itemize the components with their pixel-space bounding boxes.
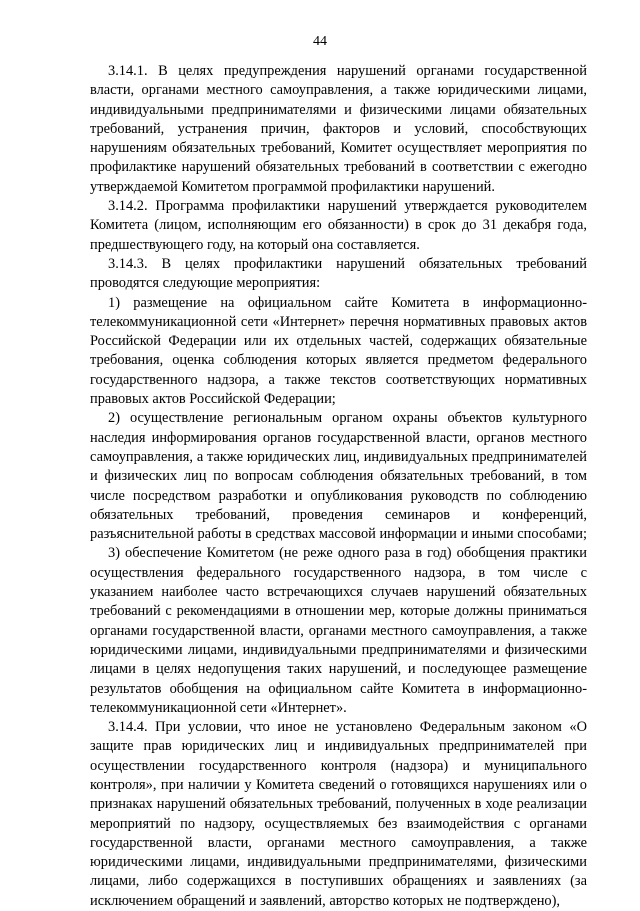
page-number: 44 xyxy=(313,34,327,49)
list-item-1: 1) размещение на официальном сайте Комитета в информационно-телекоммуникационной сети «Интернет» перечня нормативных правовых актов Российской Федерации или их отдельных частей, содержащих обязательные требования, оценка соблюдения которых является предметом федерального государственного надзора, а также текстов соответствующих нормативных правовых актов Российской Федерации; xyxy=(90,294,587,408)
list-item-3: 3) обеспечение Комитетом (не реже одного раза в год) обобщения практики осуществления федерального государственного надзора, в том числе с указанием наиболее часто встречающихся случаев нарушений обязательных требований с рекомендациями в отношении мер, которые должны приниматься органами государственной власти, органами местного самоуправления, а также юридическими лицами, индивидуальными предпринимателями и физическими лицами в целях недопущения таких нарушений, и последующее размещение результатов обобщения на официальном сайте Комитета в информационно-телекоммуникационной сети «Интернет». xyxy=(90,545,587,716)
paragraph-3-14-3: 3.14.3. В целях профилактики нарушений обязательных требований проводятся следующие мероприятия: xyxy=(90,255,587,292)
paragraph-3-14-2: 3.14.2. Программа профилактики нарушений утверждается руководителем Комитета (лицом, исполняющим его обязанности) в срок до 31 декабря года, предшествующего году, на который она составляется. xyxy=(90,198,587,253)
document-body xyxy=(90,62,587,911)
list-item-2: 2) осуществление региональным органом охраны объектов культурного наследия информирования органов государственной власти, органов местного самоуправления, а также юридических лиц, индивидуальных предпринимателей и физических лиц по вопросам соблюдения обязательных требований, в том числе посредством разработки и опубликования руководств по соблюдению обязательных требований, проведения семинаров и конференций, разъяснительной работы в средствах массовой информации и иными способами; xyxy=(90,410,587,543)
paragraph-3-14-1: 3.14.1. В целях предупреждения нарушений органами государственной власти, органами местного самоуправления, а также юридическими лицами, индивидуальными предпринимателями и физическими лицами обязательных требований, устранения причин, факторов и условий, способствующих нарушениям обязательных требований, Комитет осуществляет мероприятия по профилактике нарушений обязательных требований в соответствии с ежегодно утверждаемой Комитетом программой профилактики нарушений. xyxy=(90,63,587,195)
paragraph-3-14-4: 3.14.4. При условии, что иное не установлено Федеральным законом «О защите прав юридических лиц и индивидуальных предпринимателей при осуществлении государственного контроля (надзора) и муниципального контроля», при наличии у Комитета сведений о готовящихся нарушениях или о признаках нарушений обязательных требований, полученных в ходе реализации мероприятий по надзору, осуществляемых без взаимодействия с органами государственной власти, органами местного самоуправления, а также юридическими лицами, индивидуальными предпринимателями, физическими лицами, либо содержащихся в поступивших обращениях и заявлениях (за исключением обращений и заявлений, авторство которых не подтверждено), xyxy=(90,719,587,909)
